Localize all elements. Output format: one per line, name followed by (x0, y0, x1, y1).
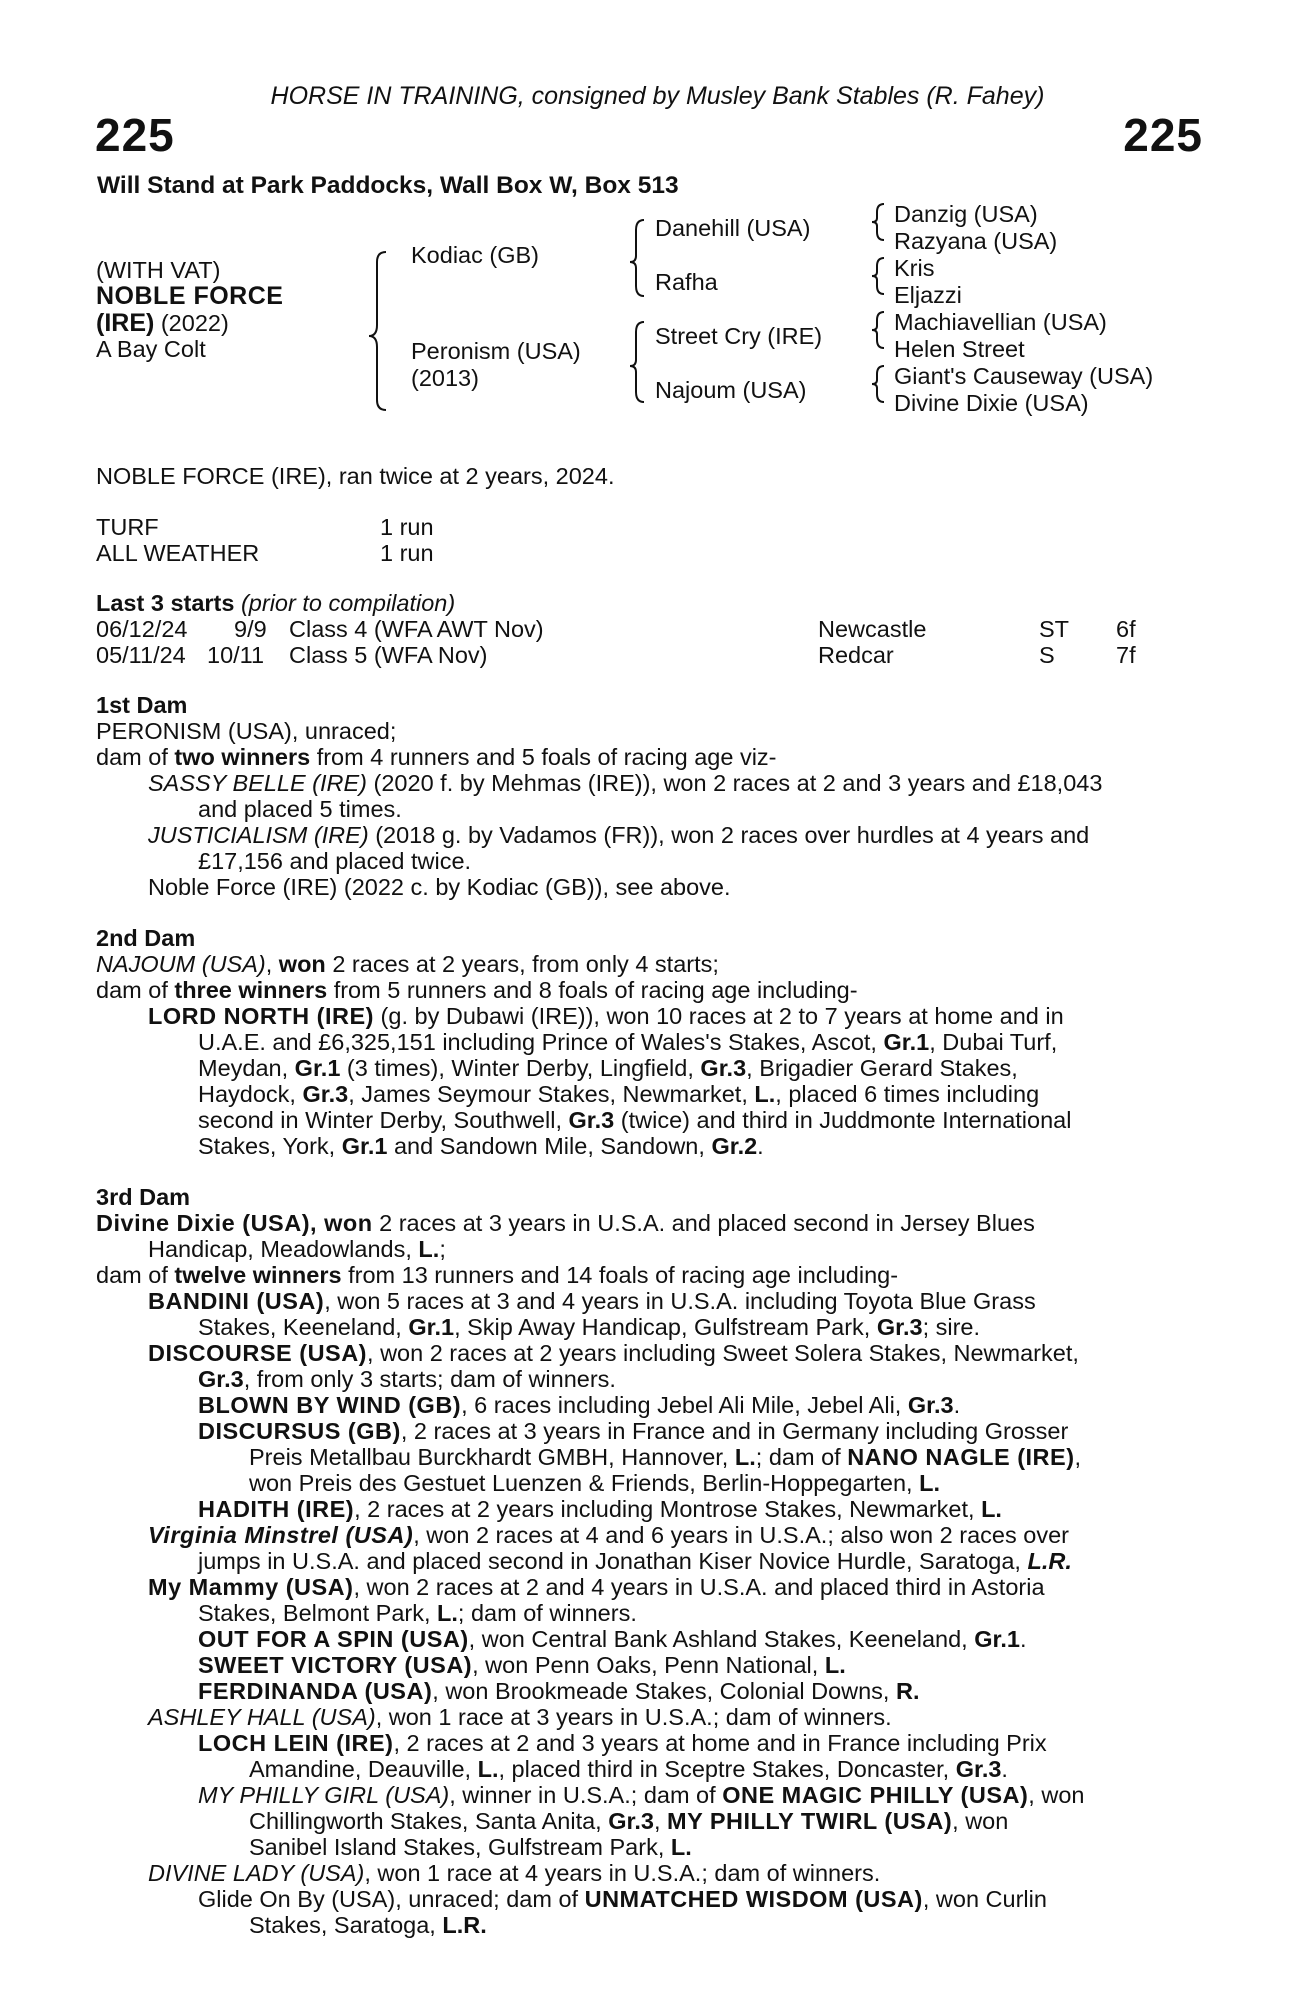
start-date: 06/12/24 (96, 616, 188, 642)
offspring-sassy-belle (148, 770, 1102, 796)
text-bold: Gr.3 (302, 1081, 349, 1107)
bandini-line (148, 1288, 1036, 1314)
offspring-noble-force: Noble Force (IRE) (2022 c. by Kodiac (GB)), see above. (148, 874, 731, 900)
pedigree-gen4-2: Razyana (USA) (894, 228, 1058, 254)
start-distance: 7f (1116, 642, 1136, 668)
text-bold: Gr.1 (883, 1029, 930, 1055)
text-bold: BLOWN BY WIND (GB) (198, 1392, 462, 1418)
bandini-line (198, 1314, 980, 1340)
text-bold: Gr.1 (294, 1055, 341, 1081)
offspring-justicialism-cont: £17,156 and placed twice. (198, 848, 472, 874)
text: , Dubai Turf, (929, 1029, 1058, 1055)
text: , won 1 race at 4 years in U.S.A.; dam of winners. (364, 1860, 881, 1886)
lord-north-line (198, 1081, 1039, 1107)
text-bold: Gr.3 (955, 1756, 1002, 1782)
divine-lady-line (148, 1860, 880, 1886)
text: ; dam of winners. (457, 1600, 637, 1626)
text-bold: UNMATCHED WISDOM (USA) (584, 1886, 923, 1912)
text-bold: NANO NAGLE (IRE) (847, 1444, 1075, 1470)
pedigree-gen4-6: Helen Street (894, 336, 1025, 362)
ferdinanda-line (198, 1678, 919, 1704)
horse-description: A Bay Colt (96, 336, 206, 362)
text: ; (439, 1236, 446, 1262)
third-dam-line (96, 1210, 1035, 1236)
text-bold: Gr.3 (608, 1808, 654, 1834)
lord-north-line (148, 1003, 1064, 1029)
third-dam-title: 3rd Dam (96, 1184, 191, 1210)
text: , 2 races at 3 years in France and in Germany including Grosser (400, 1418, 1069, 1444)
lord-north-line (198, 1029, 1057, 1055)
surface-label-aw: ALL WEATHER (96, 540, 260, 566)
second-dam-title: 2nd Dam (96, 925, 196, 951)
pedigree-dam-dam: Najoum (USA) (655, 377, 807, 403)
start-going: S (1039, 642, 1055, 668)
text: from 4 runners and 5 foals of racing age viz- (310, 744, 777, 770)
offspring-justicialism (148, 822, 1089, 848)
text-bold: L. (437, 1600, 458, 1626)
text-italic: ASHLEY HALL (USA) (148, 1704, 376, 1730)
text-bold-italic: Virginia Minstrel (USA) (148, 1522, 414, 1548)
virginia-minstrel-line (198, 1548, 1072, 1574)
text: 2 races at 2 years, from only 4 starts; (325, 951, 719, 977)
start-going: ST (1039, 616, 1070, 642)
pedigree-dam-year: (2013) (411, 365, 479, 391)
virginia-minstrel-line (148, 1522, 1069, 1548)
text: , won Penn Oaks, Penn National, (472, 1652, 825, 1678)
text: Stakes, Saratoga, (249, 1912, 443, 1938)
discursus-line (249, 1444, 1081, 1470)
text: , placed third in Sceptre Stakes, Doncaster, (498, 1756, 956, 1782)
discourse-line (148, 1340, 1079, 1366)
last-starts-subtitle: (prior to compilation) (234, 590, 456, 616)
text: (twice) and third in Juddmonte International (614, 1107, 1072, 1133)
consignor-line: HORSE IN TRAINING, consigned by Musley Bank Stables (R. Fahey) (270, 82, 1045, 110)
text: Sanibel Island Stakes, Gulfstream Park, (249, 1834, 671, 1860)
glide-on-by-line (249, 1912, 487, 1938)
text-bold: L. (734, 1444, 756, 1470)
text: , won Curlin (922, 1886, 1047, 1912)
text-bold: DISCOURSE (USA) (148, 1340, 368, 1366)
race-summary: NOBLE FORCE (IRE), ran twice at 2 years, 2024. (96, 463, 615, 489)
text: , won Brookmeade Stakes, Colonial Downs, (432, 1678, 896, 1704)
text: , winner in U.S.A.; dam of (449, 1782, 723, 1808)
lord-north-line (198, 1055, 1018, 1081)
text-bold: L. (824, 1652, 846, 1678)
third-dam-line (96, 1262, 898, 1288)
pedigree-gen4-8: Divine Dixie (USA) (894, 390, 1089, 416)
text-bold: FERDINANDA (USA) (198, 1678, 433, 1704)
text-bold: SWEET VICTORY (USA) (198, 1652, 473, 1678)
text-bold: twelve winners (174, 1262, 342, 1288)
text-bold: Gr.3 (198, 1366, 244, 1392)
text-bold: L.R. (442, 1912, 487, 1938)
horse-year: (2022) (154, 310, 229, 336)
text-bold: Gr.1 (974, 1626, 1020, 1652)
text: Preis Metallbau Burckhardt GMBH, Hannover, (249, 1444, 735, 1470)
text: . (1019, 1626, 1027, 1652)
last-starts-heading (96, 590, 455, 616)
my-philly-girl-line (249, 1834, 692, 1860)
pedigree-gen4-7: Giant's Causeway (USA) (894, 363, 1154, 389)
text: and Sandown Mile, Sandown, (387, 1133, 712, 1159)
text-italic: JUSTICIALISM (IRE) (148, 822, 369, 848)
text: from 5 runners and 8 foals of racing age including- (327, 977, 858, 1003)
text: dam of (96, 744, 175, 770)
text: , (1074, 1444, 1082, 1470)
text-bold-italic: L.R. (1027, 1548, 1072, 1574)
text: , won 5 races at 3 and 4 years in U.S.A. including Toyota Blue Grass (324, 1288, 1036, 1314)
text-italic: MY PHILLY GIRL (USA) (198, 1782, 450, 1808)
text: Stakes, Keeneland, (198, 1314, 409, 1340)
text-bold: L. (670, 1834, 692, 1860)
offspring-sassy-belle-cont: and placed 5 times. (198, 796, 402, 822)
text: , Skip Away Handicap, Gulfstream Park, (454, 1314, 877, 1340)
text: , 2 races at 2 and 3 years at home and in France including Prix (393, 1730, 1047, 1756)
start-position: 10/11 (207, 642, 265, 668)
start-course: Newcastle (818, 616, 927, 642)
lord-north-line (198, 1133, 764, 1159)
vat-label: (WITH VAT) (96, 257, 221, 283)
text: dam of (96, 1262, 175, 1288)
text: , Brigadier Gerard Stakes, (746, 1055, 1018, 1081)
pedigree-sire: Kodiac (GB) (411, 242, 539, 268)
surface-label-turf: TURF (96, 514, 159, 540)
text: , (265, 951, 279, 977)
text: Handicap, Meadowlands, (148, 1236, 419, 1262)
lord-north-line (198, 1107, 1071, 1133)
text-bold: L. (754, 1081, 776, 1107)
text: , placed 6 times including (775, 1081, 1040, 1107)
start-date: 05/11/24 (96, 642, 186, 668)
text-bold: L. (477, 1756, 499, 1782)
text-italic: SASSY BELLE (IRE) (148, 770, 367, 796)
text-bold: Divine Dixie (USA), won (96, 1210, 373, 1236)
text: U.A.E. and £6,325,151 including Prince of Wales's Stakes, Ascot, (198, 1029, 884, 1055)
text: dam of (96, 977, 175, 1003)
text: , won (1028, 1782, 1085, 1808)
third-dam-line (148, 1236, 446, 1262)
text: ; dam of (755, 1444, 848, 1470)
horse-country: (IRE) (96, 309, 155, 337)
text-bold: ONE MAGIC PHILLY (USA) (722, 1782, 1029, 1808)
discursus-line (249, 1470, 940, 1496)
pedigree-sire-sire: Danehill (USA) (655, 215, 811, 241)
text: , James Seymour Stakes, Newmarket, (348, 1081, 755, 1107)
text: , won 2 races at 2 years including Sweet Solera Stakes, Newmarket, (367, 1340, 1079, 1366)
glide-on-by-line (198, 1886, 1047, 1912)
text-bold: R. (895, 1678, 920, 1704)
text: Glide On By (USA), unraced; dam of (198, 1886, 585, 1912)
text: Haydock, (198, 1081, 303, 1107)
text-bold: Gr.3 (700, 1055, 747, 1081)
pedigree-dam-sire: Street Cry (IRE) (655, 323, 823, 349)
text-bold: Gr.3 (568, 1107, 615, 1133)
pedigree-sire-dam: Rafha (655, 269, 718, 295)
text: . (1001, 1756, 1008, 1782)
text: jumps in U.S.A. and placed second in Jonathan Kiser Novice Hurdle, Saratoga, (198, 1548, 1028, 1574)
text-bold: LORD NORTH (IRE) (148, 1003, 375, 1029)
second-dam-name (96, 951, 719, 977)
my-philly-girl-line (249, 1808, 1008, 1834)
text-bold: L. (418, 1236, 440, 1262)
text-italic: NAJOUM (USA) (96, 951, 266, 977)
pedigree-gen4-3: Kris (894, 255, 935, 281)
pedigree-gen4-5: Machiavellian (USA) (894, 309, 1107, 335)
text-italic: DIVINE LADY (USA) (148, 1860, 365, 1886)
pedigree-gen4-4: Eljazzi (894, 282, 962, 308)
first-dam-name: PERONISM (USA), unraced; (96, 718, 397, 744)
start-race: Class 4 (WFA AWT Nov) (289, 616, 544, 642)
text: . (953, 1392, 961, 1418)
start-race: Class 5 (WFA Nov) (289, 642, 488, 668)
surface-value-aw: 1 run (380, 540, 434, 566)
text: second in Winter Derby, Southwell, (198, 1107, 569, 1133)
text: Stakes, York, (198, 1133, 342, 1159)
pedigree-braces (0, 0, 1315, 420)
my-philly-girl-line (198, 1782, 1084, 1808)
pedigree-dam: Peronism (USA) (411, 338, 581, 364)
last-starts-title: Last 3 starts (96, 590, 235, 616)
text: , won 2 races at 2 and 4 years in U.S.A. and placed third in Astoria (353, 1574, 1045, 1600)
horse-name: NOBLE FORCE (96, 282, 284, 310)
text-bold: BANDINI (USA) (148, 1288, 325, 1314)
stand-location: Will Stand at Park Paddocks, Wall Box W, Box 513 (97, 172, 679, 199)
first-dam-produce (96, 744, 777, 770)
hadith-line (198, 1496, 1002, 1522)
text-bold: MY PHILLY TWIRL (USA) (667, 1808, 953, 1834)
text: , won Central Bank Ashland Stakes, Keeneland, (468, 1626, 975, 1652)
text: . (757, 1133, 764, 1159)
text: , won 1 race at 3 years in U.S.A.; dam of winners. (375, 1704, 892, 1730)
text: , 6 races including Jebel Ali Mile, Jebel Ali, (461, 1392, 908, 1418)
start-distance: 6f (1116, 616, 1136, 642)
pedigree-gen4-1: Danzig (USA) (894, 201, 1038, 227)
discursus-line (198, 1418, 1068, 1444)
text: Chillingworth Stakes, Santa Anita, (249, 1808, 609, 1834)
text-bold: Gr.3 (907, 1392, 954, 1418)
text: from 13 runners and 14 foals of racing age including- (341, 1262, 899, 1288)
text: , won 2 races at 4 and 6 years in U.S.A.; also won 2 races over (413, 1522, 1069, 1548)
text: ; sire. (922, 1314, 981, 1340)
text-bold: won (278, 951, 326, 977)
second-dam-produce (96, 977, 858, 1003)
discourse-line (198, 1366, 616, 1392)
loch-lein-line (249, 1756, 1008, 1782)
text-bold: L. (981, 1496, 1002, 1522)
sweet-victory-line (198, 1652, 846, 1678)
text: , 2 races at 2 years including Montrose Stakes, Newmarket, (354, 1496, 982, 1522)
text-bold: HADITH (IRE) (198, 1496, 355, 1522)
text-bold: three winners (174, 977, 328, 1003)
text: (2018 g. by Vadamos (FR)), won 2 races over hurdles at 4 years and (368, 822, 1090, 848)
text: won Preis des Gestuet Luenzen & Friends, Berlin-Hoppegarten, (249, 1470, 920, 1496)
text: 2 races at 3 years in U.S.A. and placed second in Jersey Blues (372, 1210, 1035, 1236)
text: , (653, 1808, 668, 1834)
text-bold: My Mammy (USA) (148, 1574, 354, 1600)
ashley-hall-line (148, 1704, 892, 1730)
text-bold: two winners (174, 744, 311, 770)
text-bold: Gr.2 (711, 1133, 758, 1159)
first-dam-title: 1st Dam (96, 692, 188, 718)
text: (g. by Dubawi (IRE)), won 10 races at 2 to 7 years at home and in (374, 1003, 1064, 1029)
my-mammy-line (148, 1574, 1045, 1600)
text-bold: LOCH LEIN (IRE) (198, 1730, 394, 1756)
my-mammy-line (198, 1600, 637, 1626)
text: , from only 3 starts; dam of winners. (243, 1366, 616, 1392)
lot-number-right: 225 (1123, 109, 1203, 161)
text-bold: Gr.3 (876, 1314, 923, 1340)
surface-value-turf: 1 run (380, 514, 434, 540)
out-for-a-spin-line (198, 1626, 1027, 1652)
text: , won (952, 1808, 1009, 1834)
text-bold: DISCURSUS (GB) (198, 1418, 401, 1444)
text-bold: OUT FOR A SPIN (USA) (198, 1626, 469, 1652)
text-bold: Gr.1 (408, 1314, 455, 1340)
text: Stakes, Belmont Park, (198, 1600, 438, 1626)
text-bold: Gr.1 (341, 1133, 388, 1159)
start-course: Redcar (818, 642, 894, 668)
lot-number-left: 225 (95, 109, 175, 161)
text-bold: L. (919, 1470, 941, 1496)
loch-lein-line (198, 1730, 1047, 1756)
blown-by-wind-line (198, 1392, 960, 1418)
text: (2020 f. by Mehmas (IRE)), won 2 races at 2 and 3 years and £18,043 (367, 770, 1103, 796)
start-position: 9/9 (234, 616, 267, 642)
text: (3 times), Winter Derby, Lingfield, (340, 1055, 701, 1081)
text: Meydan, (198, 1055, 295, 1081)
text: Amandine, Deauville, (249, 1756, 478, 1782)
